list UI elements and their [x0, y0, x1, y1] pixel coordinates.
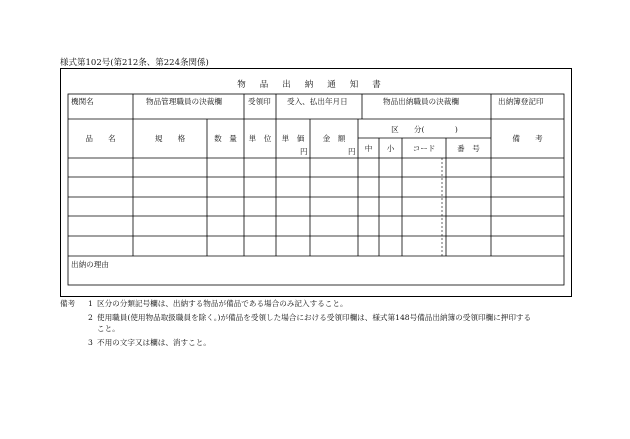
note-1-text: 区分の分類記号欄は、出納する物品が備品である場合のみ記入すること。 [97, 299, 348, 308]
notes-prefix: 備考 [60, 299, 76, 308]
note-2-text: 使用職員(使用物品取扱職員を除く。)が備品を受領した場合における受領印欄は、様式第148号備品出納簿の受領印欄に押印する [97, 313, 532, 322]
agency-name-label: 機関名 [71, 97, 94, 106]
form-number: 様式第102号(第212条、第224条関係) [60, 58, 209, 68]
col-code: コード [412, 144, 436, 153]
col-category-minor: 小 [386, 144, 395, 153]
date-label: 受入、払出年月日 [287, 97, 348, 106]
col-number: 番 号 [457, 144, 480, 153]
col-quantity: 数 量 [214, 134, 237, 143]
note-2-num: 2 [88, 313, 93, 322]
manager-approval-label: 物品管理職員の決裁欄 [146, 97, 222, 106]
note-2-cont: こと。 [97, 324, 120, 333]
clerk-approval-label: 物品出納職員の決裁欄 [383, 97, 459, 106]
col-category: 区 分( ) [391, 125, 458, 134]
ledger-seal-label: 出納簿登記印 [498, 97, 544, 106]
note-3-text: 不用の文字又は欄は、消すこと。 [97, 338, 211, 347]
col-unit-price-unit: 円 [300, 147, 308, 156]
reason-label: 出納の理由 [71, 260, 109, 269]
receipt-seal-label: 受領印 [248, 97, 271, 106]
note-3-num: 3 [88, 338, 93, 347]
col-category-major: 中 [364, 144, 373, 153]
col-unit-price: 単 価 [281, 134, 305, 143]
form-title: 物品出納通知書 [237, 80, 395, 90]
col-item-name: 品 名 [85, 134, 116, 143]
col-unit: 単 位 [248, 134, 272, 143]
col-amount: 金 額 [322, 134, 346, 143]
col-remarks: 備 考 [512, 134, 543, 143]
col-amount-unit: 円 [348, 147, 356, 156]
note-1-num: 1 [88, 299, 93, 308]
col-spec: 規 格 [154, 134, 186, 143]
